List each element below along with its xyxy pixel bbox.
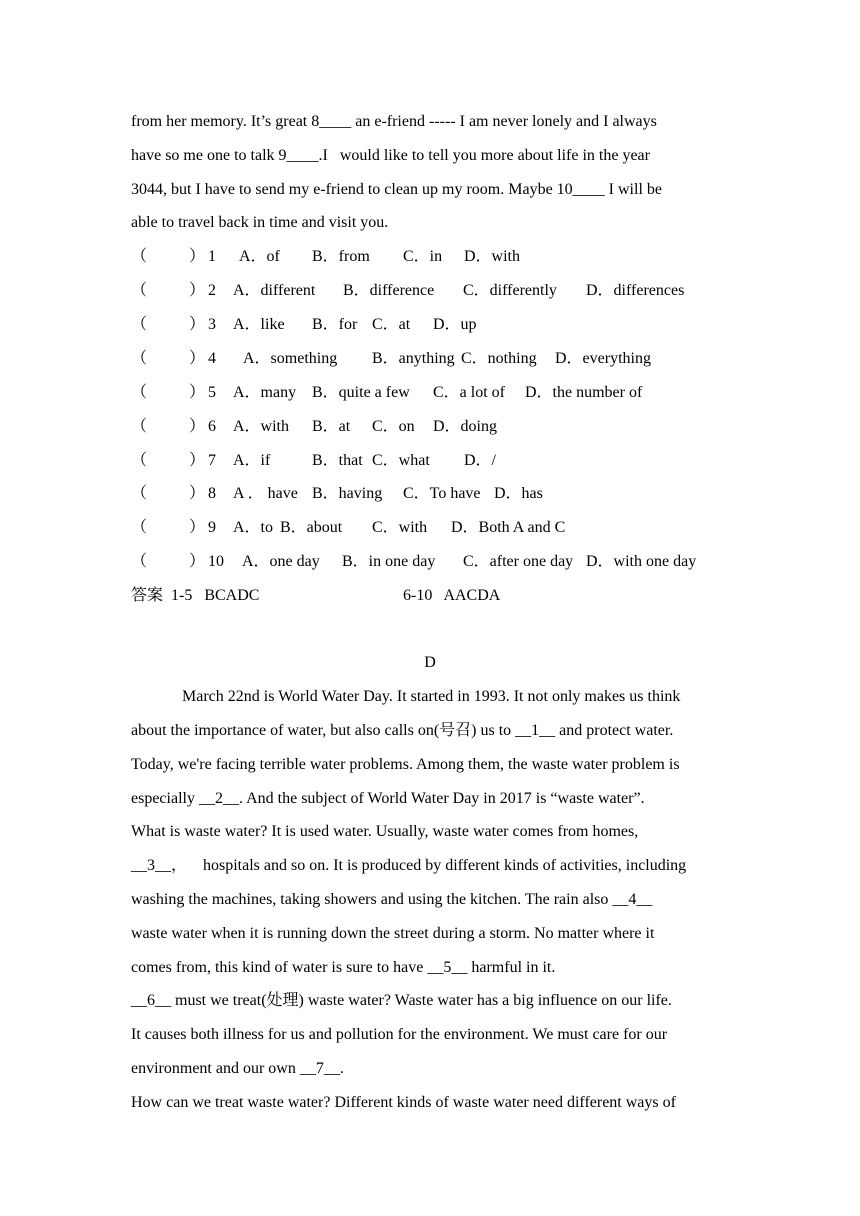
option-c: C．on	[372, 418, 415, 435]
option-c: C．in	[403, 248, 443, 265]
option-d: D．differences	[586, 282, 685, 299]
option-d: D．Both A and C	[451, 519, 566, 536]
option-c: C．a lot of	[433, 384, 505, 401]
answer-blank-open: （	[131, 553, 148, 570]
passage-line: Today, we're facing terrible water problems. Among them, the waste water problem is	[131, 756, 680, 773]
passage-line: __6__ must we treat(处理) waste water? Waste water has a big influence on our life.	[131, 992, 672, 1009]
passage-line: especially __2__. And the subject of World Water Day in 2017 is “waste water”.	[131, 790, 645, 807]
option-c: C．with	[372, 519, 428, 536]
option-d: D．with	[464, 248, 521, 265]
option-b: B．difference	[343, 282, 435, 299]
option-a: A．of	[239, 248, 280, 265]
option-d: D．everything	[555, 350, 651, 367]
option-a: A．different	[233, 282, 316, 299]
option-a: A．to	[233, 519, 274, 536]
question-number: 6	[208, 418, 216, 435]
option-b: B．having	[312, 485, 383, 502]
answer-blank-close: ）	[189, 519, 206, 536]
passage-line: March 22nd is World Water Day. It started in 1993. It not only makes us think	[182, 688, 681, 705]
answer-blank-open: （	[131, 316, 148, 333]
answer-blank-open: （	[131, 282, 148, 299]
option-b: B．that	[312, 452, 363, 469]
option-b: B．at	[312, 418, 351, 435]
answer-blank-close: ）	[189, 485, 206, 502]
answer-blank-open: （	[131, 519, 148, 536]
answer-blank-open: （	[131, 248, 148, 265]
answer-blank-open: （	[131, 384, 148, 401]
passage-line: How can we treat waste water? Different kinds of waste water need different ways of	[131, 1094, 676, 1111]
section-title: D	[424, 654, 436, 671]
option-c: C．at	[372, 316, 411, 333]
option-d: D．the number of	[525, 384, 643, 401]
option-b: B．anything	[372, 350, 455, 367]
option-c: C．To have	[403, 485, 481, 502]
option-c: C．differently	[463, 282, 557, 299]
question-number: 10	[208, 553, 224, 570]
passage-line: comes from, this kind of water is sure to have __5__ harmful in it.	[131, 959, 556, 976]
option-d: D．up	[433, 316, 477, 333]
passage-line: washing the machines, taking showers and using the kitchen. The rain also __4__	[131, 891, 653, 908]
option-d: D．/	[464, 452, 497, 469]
option-a: A．with	[233, 418, 290, 435]
answer-blank-close: ）	[189, 418, 206, 435]
intro-line: 3044, but I have to send my e-friend to clean up my room. Maybe 10____ I will be	[131, 181, 662, 198]
question-number: 9	[208, 519, 216, 536]
option-b: B．about	[280, 519, 343, 536]
answer-blank-close: ）	[189, 248, 206, 265]
option-c: C．nothing	[461, 350, 537, 367]
option-d: D．doing	[433, 418, 498, 435]
answer-blank-close: ）	[189, 282, 206, 299]
question-number: 3	[208, 316, 216, 333]
answer-key-second: 6-10 AACDA	[403, 587, 501, 604]
option-a: A．one day	[242, 553, 320, 570]
answer-blank-close: ）	[189, 452, 206, 469]
option-a: A ． have	[233, 485, 298, 502]
option-a: A．if	[233, 452, 271, 469]
passage-line: What is waste water? It is used water. Usually, waste water comes from homes,	[131, 823, 639, 840]
question-number: 7	[208, 452, 216, 469]
answer-blank-close: ）	[189, 316, 206, 333]
option-b: B．quite a few	[312, 384, 410, 401]
option-d: D．has	[494, 485, 543, 502]
answer-blank-open: （	[131, 418, 148, 435]
answer-blank-close: ）	[189, 553, 206, 570]
option-c: C．what	[372, 452, 430, 469]
passage-line: environment and our own __7__.	[131, 1060, 344, 1077]
option-a: A．many	[233, 384, 297, 401]
answer-blank-open: （	[131, 485, 148, 502]
option-b: B．from	[312, 248, 370, 265]
passage-line: waste water when it is running down the street during a storm. No matter where it	[131, 925, 655, 942]
answer-blank-open: （	[131, 350, 148, 367]
question-number: 4	[208, 350, 216, 367]
question-number: 2	[208, 282, 216, 299]
question-number: 1	[208, 248, 216, 265]
passage-line: It causes both illness for us and pollution for the environment. We must care for our	[131, 1026, 668, 1043]
question-number: 8	[208, 485, 216, 502]
option-c: C．after one day	[463, 553, 574, 570]
option-b: B．in one day	[342, 553, 436, 570]
answer-blank-close: ）	[189, 350, 206, 367]
option-b: B．for	[312, 316, 358, 333]
question-number: 5	[208, 384, 216, 401]
passage-line: __3__， hospitals and so on. It is produced by different kinds of activities, including	[131, 857, 687, 874]
intro-line: have so me one to talk 9____.I would like to tell you more about life in the year	[131, 147, 650, 164]
option-d: D．with one day	[586, 553, 697, 570]
option-a: A．something	[243, 350, 338, 367]
option-a: A．like	[233, 316, 285, 333]
answer-blank-open: （	[131, 452, 148, 469]
intro-line: from her memory. It’s great 8____ an e-friend ----- I am never lonely and I always	[131, 113, 657, 130]
answer-blank-close: ）	[189, 384, 206, 401]
answer-key-first: 答案 1-5 BCADC	[131, 587, 260, 604]
passage-line: about the importance of water, but also calls on(号召) us to __1__ and protect water.	[131, 722, 674, 739]
intro-line: able to travel back in time and visit you.	[131, 214, 389, 231]
